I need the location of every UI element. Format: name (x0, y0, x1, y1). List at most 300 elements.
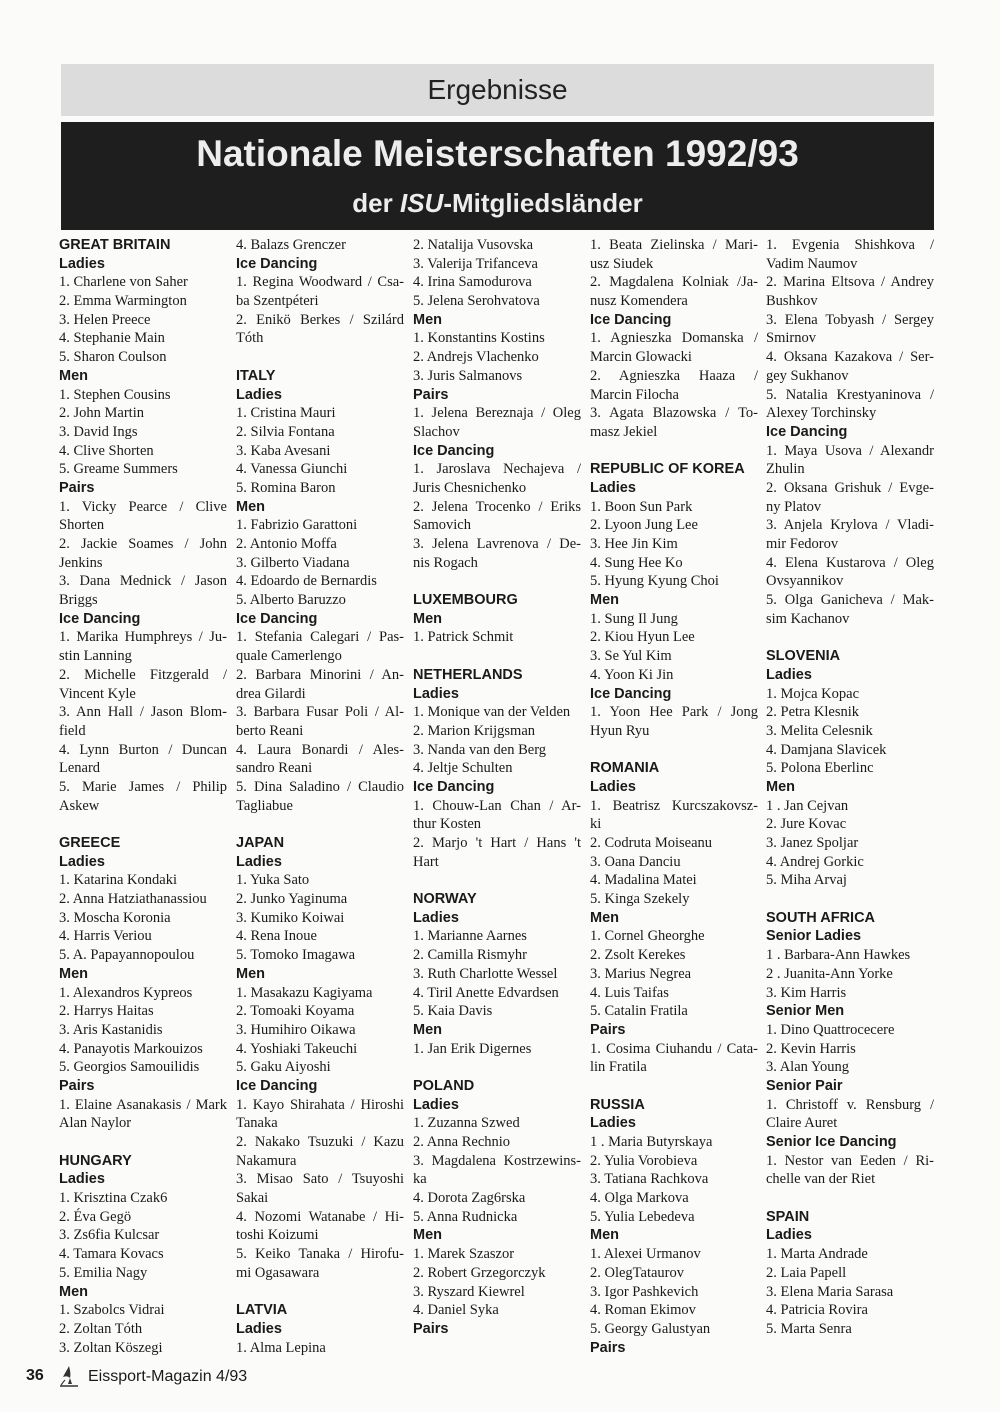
result-line: ki (590, 816, 602, 833)
category-heading: Ladies (413, 685, 459, 702)
result-line: 1. Kayo Shirahata / Hiroshi (236, 1096, 404, 1113)
result-line: Ovsyannikov (766, 573, 844, 590)
category-heading: Pairs (59, 1077, 95, 1094)
category-heading: Ladies (59, 853, 105, 870)
result-line: 1. Stefania Calegari / Pas- (236, 629, 404, 646)
result-line: 2. Jelena Trocenko / Eriks (413, 498, 581, 515)
result-line: 5. Gaku Aiyoshi (236, 1059, 331, 1076)
result-line: 2. Agnieszka Haaza / (590, 367, 758, 384)
country-heading: POLAND (413, 1077, 475, 1094)
page-number: 36 (26, 1367, 44, 1384)
result-line: 4. Elena Kustarova / Oleg (766, 554, 934, 571)
country-heading: SOUTH AFRICA (766, 909, 876, 926)
result-line: 1. Fabrizio Garattoni (236, 517, 358, 534)
result-line: 2. Petra Klesnik (766, 704, 860, 721)
result-line: 1. Alexandros Kypreos (59, 984, 193, 1001)
result-line: 4. Patricia Rovira (766, 1302, 868, 1319)
result-line: 5. Kinga Szekely (590, 891, 690, 908)
page-subtitle (61, 186, 934, 220)
result-line: 1. Jan Erik Digernes (413, 1040, 532, 1057)
country-heading: LATVIA (236, 1302, 288, 1319)
result-line: 2. Laia Papell (766, 1264, 847, 1281)
category-heading: Men (236, 965, 265, 982)
result-line: 3. Agata Blazowska / To- (590, 405, 758, 422)
category-heading: Men (413, 1227, 442, 1244)
result-line: 1. Monique van der Velden (413, 704, 571, 721)
results-column-3 (413, 236, 581, 1339)
category-heading: Pairs (59, 479, 95, 496)
result-line: 4. Lynn Burton / Duncan (59, 741, 227, 758)
category-heading: Ice Dancing (590, 685, 672, 702)
category-heading: Ladies (766, 1227, 812, 1244)
result-line: 1. Marek Szaszor (413, 1246, 515, 1263)
result-line: 1. Agnieszka Domanska / (590, 330, 758, 347)
result-line: 3. Humihiro Oikawa (236, 1021, 356, 1038)
result-line: 4. Clive Shorten (59, 442, 154, 459)
country-heading: NORWAY (413, 891, 477, 908)
result-line: 2. Marjo 't Hart / Hans 't (413, 835, 581, 851)
result-line: 5. Anna Rudnicka (413, 1208, 518, 1225)
category-heading: Men (590, 909, 619, 926)
result-line: field (59, 722, 86, 739)
result-line: 3. Gilberto Viadana (236, 554, 350, 571)
result-line: 4. Nozomi Watanabe / Hi- (236, 1208, 404, 1225)
country-heading: LUXEMBOURG (413, 592, 518, 609)
result-line: 2. Camilla Rismyhr (413, 947, 527, 964)
result-line: 3. Alan Young (766, 1059, 849, 1076)
result-line: 1. Jaroslava Nechajeva / (413, 461, 581, 478)
result-line: 1 . Maria Butyrskaya (590, 1134, 713, 1150)
title-banner (61, 122, 934, 230)
result-line: 4. Tiril Anette Edvardsen (413, 984, 559, 1001)
result-line: 4. Harris Veriou (59, 928, 152, 945)
result-line: 3. Ruth Charlotte Wessel (413, 965, 558, 982)
result-line: 3. Barbara Fusar Poli / Al- (236, 704, 404, 721)
category-heading: Men (590, 1227, 619, 1244)
result-line: 5. Alberto Baruzzo (236, 592, 346, 609)
result-line: mi Ogasawara (236, 1264, 320, 1281)
category-heading: Ladies (236, 853, 282, 870)
result-line: 5. Jelena Serohvatova (413, 293, 540, 310)
result-line: ba Szentpéteri (236, 293, 319, 310)
result-line: 2. Anna Hatziathanassiou (59, 891, 207, 908)
result-line: 4. Dorota Zag6rska (413, 1190, 526, 1207)
result-line: 3. Anjela Krylova / Vladi- (766, 517, 934, 534)
category-heading: Ice Dancing (59, 610, 141, 627)
category-heading: Senior Men (766, 1003, 845, 1020)
result-line: 1 . Jan Cejvan (766, 797, 849, 814)
result-line: 1. Maya Usova / Alexandr (766, 442, 934, 459)
result-line: 3. Kaba Avesani (236, 442, 331, 459)
result-line: nis Rogach (413, 554, 478, 571)
country-heading: ROMANIA (590, 760, 660, 777)
result-line: 2. Oksana Grishuk / Evge- (766, 479, 934, 496)
spacer (236, 815, 404, 834)
country-heading: GREAT BRITAIN (59, 237, 171, 253)
result-line: thur Kosten (413, 816, 482, 833)
result-line: 1. Christoff v. Rensburg / (766, 1096, 934, 1113)
result-line: 2. Yulia Vorobieva (590, 1152, 698, 1169)
result-line: 1. Boon Sun Park (590, 498, 693, 515)
category-heading: Ladies (59, 1171, 105, 1188)
result-line: nusz Komendera (590, 293, 688, 310)
result-line: Bushkov (766, 293, 818, 310)
result-line: 2. Tomoaki Koyama (236, 1003, 355, 1020)
category-heading: Ladies (590, 479, 636, 496)
category-heading: Ladies (590, 1115, 636, 1132)
country-heading: ITALY (236, 367, 276, 384)
result-line: 1. Marianne Aarnes (413, 928, 527, 945)
result-line: 1. Stephen Cousins (59, 386, 171, 403)
category-heading: Men (413, 311, 442, 328)
result-line: 4. Olga Markova (590, 1190, 689, 1207)
result-line: 4. Roman Ekimov (590, 1302, 696, 1319)
result-line: Alan Naylor (59, 1115, 132, 1132)
category-heading: Senior Ice Dancing (766, 1134, 897, 1150)
result-line: Lenard (59, 760, 101, 777)
category-heading: Men (766, 778, 795, 795)
spacer (590, 442, 758, 461)
result-line: 3. Marius Negrea (590, 965, 692, 982)
result-line: 3. Elena Maria Sarasa (766, 1283, 894, 1300)
country-heading: NETHERLANDS (413, 666, 523, 683)
result-line: 5. Hyung Kyung Choi (590, 573, 719, 590)
result-line: 1. Chouw-Lan Chan / Ar- (413, 797, 581, 814)
result-line: Marcin Glowacki (590, 349, 692, 366)
result-line: 1. Evgenia Shishkova / (766, 237, 934, 253)
category-heading: Men (59, 367, 88, 384)
spacer (766, 890, 934, 909)
result-line: Marcin Filocha (590, 386, 679, 403)
result-line: 2. Lyoon Jung Lee (590, 517, 698, 534)
category-heading: Men (413, 610, 442, 627)
result-line: 1. Patrick Schmit (413, 629, 514, 646)
result-line: 3. Hee Jin Kim (590, 536, 678, 552)
result-line: 4. Sung Hee Ko (590, 554, 683, 571)
category-heading: Men (59, 1283, 88, 1300)
result-line: 3. Ann Hall / Jason Blom- (59, 704, 227, 721)
result-line: 2. Jure Kovac (766, 816, 847, 833)
category-heading: Ladies (236, 1320, 282, 1337)
result-line: 3. Tatiana Rachkova (590, 1171, 709, 1188)
result-line: Sakai (236, 1190, 269, 1207)
result-line: 1. Charlene von Saher (59, 274, 188, 291)
result-line: 4. Daniel Syka (413, 1302, 499, 1319)
result-line: 4. Edoardo de Bernardis (236, 573, 377, 590)
result-line: 5. Catalin Fratila (590, 1003, 688, 1020)
spacer (590, 1077, 758, 1096)
subtitle-isu: ISU (399, 188, 444, 218)
result-line: Juris Chesnichenko (413, 479, 527, 496)
result-line: 3. Elena Tobyash / Sergey (766, 311, 934, 328)
result-line: 2. Junko Yaginuma (236, 891, 348, 908)
result-line: 1. Szabolcs Vidrai (59, 1302, 165, 1319)
result-line: 3. Melita Celesnik (766, 722, 873, 739)
result-line: 1. Jelena Bereznaja / Oleg (413, 405, 581, 422)
result-line: 3. Valerija Trifanceva (413, 255, 538, 272)
result-line: 5. Romina Baron (236, 479, 336, 496)
result-line: 2. Enikö Berkes / Szilárd (236, 311, 404, 328)
magazine-name: Eissport-Magazin 4/93 (88, 1368, 248, 1385)
category-heading: Ladies (590, 778, 636, 795)
result-line: 3. Zs6fia Kulcsar (59, 1227, 160, 1244)
result-line: mir Fedorov (766, 536, 839, 552)
result-line: 1. Krisztina Czak6 (59, 1190, 168, 1207)
result-line: 1. Masakazu Kagiyama (236, 984, 373, 1001)
spacer (766, 1189, 934, 1208)
result-line: Vadim Naumov (766, 255, 858, 272)
result-line: 5. Yulia Lebedeva (590, 1208, 695, 1225)
result-line: 3. David Ings (59, 423, 138, 440)
result-line: 1. Konstantins Kostins (413, 330, 545, 347)
result-line: 5. Marie James / Philip (59, 778, 227, 795)
result-line: 4. Irina Samodurova (413, 274, 532, 291)
category-heading: Ladies (413, 1096, 459, 1113)
result-line: 3. Aris Kastanidis (59, 1021, 163, 1038)
result-line: 2. Marion Krijgsman (413, 722, 536, 739)
result-line: 2. Antonio Moffa (236, 536, 337, 552)
results-column-2 (236, 236, 404, 1357)
result-line: 2. Robert Grzegorczyk (413, 1264, 546, 1281)
category-heading: Senior Ladies (766, 928, 862, 945)
country-heading: GREECE (59, 835, 121, 851)
country-heading: RUSSIA (590, 1096, 645, 1113)
category-heading: Ice Dancing (236, 610, 318, 627)
result-line: Jenkins (59, 554, 103, 571)
result-line: 3. Jelena Lavrenova / De- (413, 536, 581, 552)
result-line: 2. Marina Eltsova / Andrey (766, 274, 934, 291)
spacer (413, 572, 581, 591)
result-line: lin Fratila (590, 1059, 647, 1076)
result-line: 2. Anna Rechnio (413, 1134, 511, 1150)
result-line: 3. Nanda van den Berg (413, 741, 547, 758)
result-line: 3. Kim Harris (766, 984, 847, 1001)
result-line: 2. Magdalena Kolniak /Ja- (590, 274, 758, 291)
result-line: 2. Kevin Harris (766, 1040, 856, 1057)
result-line: 1. Vicky Pearce / Clive (59, 498, 227, 515)
category-heading: Ice Dancing (590, 311, 672, 328)
result-line: Smirnov (766, 330, 816, 347)
results-column-5 (766, 236, 934, 1339)
result-line: Zhulin (766, 461, 805, 478)
result-line: 2 . Juanita-Ann Yorke (766, 965, 893, 982)
result-line: 2. Zoltan Tóth (59, 1320, 143, 1337)
result-line: 1. Elaine Asanakasis / Mark (59, 1096, 227, 1113)
result-line: 2. Codruta Moiseanu (590, 835, 713, 851)
result-line: sandro Reani (236, 760, 313, 777)
category-heading: Men (413, 1021, 442, 1038)
category-heading: Senior Pair (766, 1077, 843, 1094)
result-line: 5. Tomoko Imagawa (236, 947, 356, 964)
result-line: 1. Mojca Kopac (766, 685, 860, 702)
spacer (413, 647, 581, 666)
category-heading: Ice Dancing (413, 778, 495, 795)
result-line: 5. A. Papayannopoulou (59, 947, 195, 964)
result-line: 1 . Barbara-Ann Hawkes (766, 947, 911, 964)
result-line: sim Kachanov (766, 610, 850, 627)
result-line: 5. Kaia Davis (413, 1003, 493, 1020)
result-line: 3. Janez Spoljar (766, 835, 859, 851)
page-title: Nationale Meisterschaften 1992/93 (196, 133, 799, 174)
category-heading: Pairs (413, 1320, 449, 1337)
result-line: 1. Yuka Sato (236, 872, 310, 889)
result-line: 1. Beatrisz Kurcszakovsz- (590, 797, 758, 814)
spacer (236, 348, 404, 367)
result-line: 2. Emma Warmington (59, 293, 187, 310)
result-line: Hart (413, 853, 439, 870)
result-line: 5. Natalia Krestyaninova / (766, 386, 934, 403)
result-line: 4. Damjana Slavicek (766, 741, 887, 758)
result-line: 3. Misao Sato / Tsuyoshi (236, 1171, 404, 1188)
result-line: 5. Dina Saladino / Claudio (236, 778, 404, 795)
result-line: 1. Alma Lepina (236, 1339, 326, 1356)
result-line: ny Platov (766, 498, 822, 515)
result-line: 1. Zuzanna Szwed (413, 1115, 520, 1132)
result-line: gey Sukhanov (766, 367, 849, 384)
result-line: 2. Jackie Soames / John (59, 536, 227, 552)
category-heading: Ice Dancing (766, 423, 848, 440)
result-line: 4. Tamara Kovacs (59, 1246, 164, 1263)
result-line: 1. Cosima Ciuhandu / Cata- (590, 1040, 758, 1057)
result-line: 5. Olga Ganicheva / Mak- (766, 592, 934, 609)
result-line: 2. Silvia Fontana (236, 423, 335, 440)
result-line: 2. Kiou Hyun Lee (590, 629, 695, 646)
result-line: 4. Rena Inoue (236, 928, 317, 945)
result-line: 5. Georgios Samouilidis (59, 1059, 200, 1076)
result-line: 5. Emilia Nagy (59, 1264, 148, 1281)
results-column-4 (590, 236, 758, 1357)
result-line: 5. Miha Arvaj (766, 872, 847, 889)
result-line: 3. Zoltan Köszegi (59, 1339, 163, 1356)
result-line: Briggs (59, 592, 98, 609)
spacer (766, 628, 934, 647)
result-line: 2. OlegTataurov (590, 1264, 685, 1281)
result-line: 4. Jeltje Schulten (413, 760, 513, 777)
spacer (59, 815, 227, 834)
result-line: Askew (59, 797, 100, 814)
result-line: 1. Dino Quattrocecere (766, 1021, 895, 1038)
result-line: usz Siudek (590, 255, 654, 272)
result-line: Tanaka (236, 1115, 278, 1132)
result-line: 1. Alexei Urmanov (590, 1246, 701, 1263)
result-line: 2. Zsolt Kerekes (590, 947, 686, 964)
category-heading: Men (59, 965, 88, 982)
result-line: 4. Balazs Grenczer (236, 237, 346, 253)
category-heading: Ice Dancing (413, 442, 495, 459)
result-line: 3. Ryszard Kiewrel (413, 1283, 525, 1300)
category-heading: Pairs (590, 1339, 626, 1356)
category-heading: Pairs (413, 386, 449, 403)
result-line: toshi Koizumi (236, 1227, 319, 1244)
result-line: ka (413, 1171, 427, 1188)
country-heading: SLOVENIA (766, 648, 841, 665)
result-line: masz Jekiel (590, 423, 658, 440)
result-line: 3. Oana Danciu (590, 853, 681, 870)
result-line: 2. Michelle Fitzgerald / (59, 666, 227, 683)
results-column-1 (59, 236, 227, 1357)
category-heading: Pairs (590, 1021, 626, 1038)
country-heading: SPAIN (766, 1208, 810, 1225)
result-line: 4. Madalina Matei (590, 872, 697, 889)
spacer (590, 741, 758, 760)
result-line: 1. Yoon Hee Park / Jong (590, 704, 758, 721)
result-line: drea Gilardi (236, 685, 306, 702)
spacer (236, 1283, 404, 1302)
category-heading: Men (590, 592, 619, 609)
country-heading: JAPAN (236, 835, 285, 851)
result-line: 4. Yoshiaki Takeuchi (236, 1040, 358, 1057)
result-line: 5. Georgy Galustyan (590, 1320, 711, 1337)
result-line: 4. Andrej Gorkic (766, 853, 864, 870)
result-line: Tóth (236, 330, 264, 347)
result-line: 2. Éva Gegö (59, 1208, 132, 1225)
section-title: Ergebnisse (61, 64, 934, 116)
result-line: 1. Marta Andrade (766, 1246, 868, 1263)
country-heading: REPUBLIC OF KOREA (590, 461, 745, 478)
result-line: 4. Yoon Ki Jin (590, 666, 674, 683)
result-line: Shorten (59, 517, 105, 534)
result-line: Hyun Ryu (590, 722, 650, 739)
result-line: 1. Sung Il Jung (590, 610, 678, 627)
spacer (413, 871, 581, 890)
skater-logo-icon (56, 1364, 82, 1390)
category-heading: Ladies (59, 255, 105, 272)
result-line: 2. Nakako Tsuzuki / Kazu (236, 1134, 404, 1150)
subtitle-suffix: -Mitgliedsländer (443, 188, 643, 218)
result-line: 1. Cornel Gheorghe (590, 928, 705, 945)
result-line: 1. Cristina Mauri (236, 405, 336, 422)
category-heading: Ice Dancing (236, 255, 318, 272)
spacer (59, 1133, 227, 1152)
result-line: 5. Sharon Coulson (59, 349, 167, 366)
result-line: 4. Vanessa Giunchi (236, 461, 348, 478)
result-line: 5. Keiko Tanaka / Hirofu- (236, 1246, 404, 1263)
result-line: 3. Igor Pashkevich (590, 1283, 699, 1300)
result-line: 3. Dana Mednick / Jason (59, 573, 227, 590)
result-line: Slachov (413, 423, 460, 440)
country-heading: HUNGARY (59, 1152, 132, 1169)
result-line: chelle van der Riet (766, 1171, 876, 1188)
result-line: 1. Katarina Kondaki (59, 872, 177, 889)
result-line: 1. Nestor van Eeden / Ri- (766, 1152, 934, 1169)
result-line: Tagliabue (236, 797, 293, 814)
subtitle-prefix: der (352, 188, 400, 218)
result-line: Vincent Kyle (59, 685, 136, 702)
result-line: 1. Marika Humphreys / Ju- (59, 629, 227, 646)
result-line: stin Lanning (59, 648, 132, 665)
category-heading: Ladies (766, 666, 812, 683)
result-line: quale Camerlengo (236, 648, 342, 665)
result-line: berto Reani (236, 722, 304, 739)
category-heading: Ice Dancing (236, 1077, 318, 1094)
result-line: Samovich (413, 517, 471, 534)
spacer (413, 1058, 581, 1077)
result-line: 5. Greame Summers (59, 461, 178, 478)
result-line: 2. Harrys Haitas (59, 1003, 154, 1020)
result-line: 3. Magdalena Kostrzewins- (413, 1152, 581, 1169)
result-line: 3. Se Yul Kim (590, 648, 672, 665)
category-heading: Men (236, 498, 265, 515)
category-heading: Ladies (413, 909, 459, 926)
result-line: 5. Marta Senra (766, 1320, 852, 1337)
result-line: 1. Regina Woodward / Csa- (236, 274, 404, 291)
result-line: Alexey Torchinsky (766, 405, 877, 422)
result-line: 3. Helen Preece (59, 311, 151, 328)
result-line: 4. Laura Bonardi / Ales- (236, 741, 404, 758)
result-line: 2. Natalija Vusovska (413, 237, 534, 253)
result-line: 3. Moscha Koronia (59, 909, 171, 926)
result-line: 4. Oksana Kazakova / Ser- (766, 349, 934, 366)
